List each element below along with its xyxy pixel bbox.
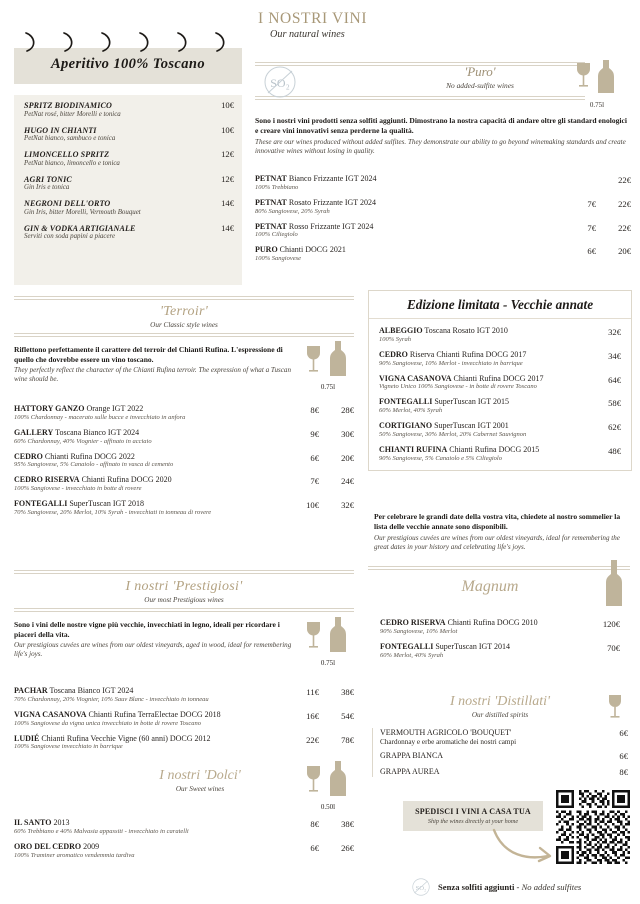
table-row [379,326,621,344]
wine-name-rest: SuperTuscan IGT 2015 [432,397,510,407]
page-subtitle: Our natural wines [270,29,345,40]
wine-name: GALLERY [14,427,54,437]
table-row [379,421,621,439]
edizione-note [374,512,626,552]
wine-name-rest: Chianti DOCG 2021 [277,245,346,255]
wine-glass-icon [307,766,320,792]
wine-grapes: 80% Sangiovese, 20% Syrah [255,207,330,215]
aperitivo-desc: Gin Iris e tonica [24,184,70,191]
wine-name-rest: Toscana Bianco IGT 2024 [47,686,134,695]
bottle-size-label: 0.75l [320,659,336,667]
wine-grapes: 70% Sangiovese, 20% Merlot, 10% Syrah - invecchiati in tonneau di rovere [14,508,212,516]
wine-bottle-icon [330,341,346,376]
prestigiosi-description [14,620,294,659]
wine-grapes: 50% Sangiovese, 30% Merlot, 20% Cabernet Sauvignon [379,430,527,438]
wine-name: FONTEGALLI [379,397,433,407]
wine-grapes: 70% Chardonnay, 20% Viognier, 10% Sauv Blanc - invecchiato in tonneau [14,695,209,703]
curved-arrow-icon [490,828,560,868]
footer-sep: - [514,882,522,892]
terroir-name: 'Terroir' [159,304,209,319]
table-row [255,245,631,263]
footer-text-it: Senza solfiti aggiunti [438,882,515,892]
bottle-price: 26€ [341,842,354,853]
wine-name-rest: Chianti Rufina DOCG 2022 [42,451,135,461]
glass-bottle-icons [302,760,354,800]
spirit-price: 8€ [619,766,628,777]
wine-name: CEDRO [14,451,43,461]
wine-name: FONTEGALLI [14,499,68,509]
aperitivo-name: AGRI TONIC [24,174,72,184]
glass-bottle-icons [302,340,354,380]
table-row [14,428,354,446]
glass-price: 6€ [587,246,596,257]
distillati-list [372,728,628,777]
wine-glass-icon [307,346,320,372]
terroir-subtitle: Our Classic style wines [150,321,218,329]
spirit-glass-icon [605,694,625,720]
crescent-moon-icon [212,31,230,53]
bottle-size-label: 0.75l [589,101,605,109]
edizione-limitata-panel [368,290,632,471]
wine-grapes: 90% Sangiovese, 10% Merlot - invecchiato in barrique [379,359,523,367]
wine-grapes: 100% Sangiovese da vigna unica invecchiato in botte di rovere Toscano [14,719,202,727]
terroir-wine-list [14,404,354,523]
prestigiosi-section-header [14,570,354,612]
glass-bottle-icons [571,59,623,95]
glass-price: 7€ [310,476,319,487]
terroir-para-en: They perfectly reflect the character of the Chianti Rufina terroir. The expression of what a Tuscan wine should be. [14,365,292,384]
aperitivo-desc: PetNat rosé, bitter Morelli e tonica [24,110,121,118]
distillati-name: I nostri 'Distillati' [449,694,551,709]
bottle-price: 70€ [607,642,620,653]
puro-section [255,60,627,109]
spirit-name: VERMOUTH AGRICOLO 'BOUQUET' [380,728,512,737]
wine-grapes: 90% Sangiovese, 5% Canaiolo e 5% Ciliegiolo [379,454,502,462]
list-item [24,174,234,192]
wine-name-rest: 2009 [81,841,100,851]
footer-note [410,876,581,898]
edizione-note-en: Our prestigious cuvées are wines from our oldest vineyards, ideal for remembering the great dates in your history and celebrating life's joys. [374,533,620,552]
crescent-moon-icon [98,31,116,53]
terroir-description [14,345,294,384]
ship-subtitle: Ship the wines directly at your home [427,818,519,825]
table-row [14,710,354,728]
puro-name: 'Puro' [464,64,496,79]
glass-price: 11€ [306,687,319,697]
glass-price: 16€ [306,710,319,721]
bottle-price: 54€ [341,710,354,721]
puro-description [255,116,631,156]
wine-name: IL SANTO [14,818,52,827]
wine-name-rest: SuperTuscan IGT 2014 [433,641,511,651]
bottle-price: 22€ [618,198,631,209]
spirit-price: 6€ [619,751,628,761]
spirit-desc: Chardonnay e erbe aromatiche dei nostri campi [380,737,517,746]
wine-name-rest: Orange IGT 2022 [84,404,144,413]
magnum-title [395,578,585,596]
puro-subtitle: No added-sulfite wines [446,81,514,90]
page-title: I NOSTRI VINI [258,10,368,27]
ship-wines-banner[interactable] [403,801,543,831]
list-item [380,751,628,761]
spirit-name: GRAPPA AUREA [380,766,440,776]
aperitivo-name: NEGRONI DELL'ORTO [24,199,111,208]
table-row [14,818,354,836]
bottle-price: 58€ [608,398,621,409]
bottle-price: 62€ [608,422,621,433]
crescent-moon-icon [22,31,40,53]
aperitivo-price: 10€ [221,124,234,135]
wine-grapes: Vigneto Unico 100% Sangiovese - in botte di rovere Toscano [379,383,537,391]
terroir-section-header [14,296,354,337]
dolci-name: I nostri 'Dolci' [159,768,241,783]
glass-price [574,175,596,185]
wine-name: PACHAR [14,686,48,695]
dolci-wine-list [14,818,354,866]
bottle-price: 32€ [608,327,621,337]
bottle-price: 24€ [341,476,354,487]
wine-name-rest: Chianti Rufina DOCG 2017 [451,373,544,383]
wine-name: PETNAT [255,197,287,207]
table-row [14,404,354,422]
list-item [24,223,234,241]
bottle-price: 34€ [608,350,621,361]
table-row [14,842,354,860]
bottle-price: 22€ [618,175,631,185]
wine-glass-icon [577,63,590,87]
wine-name-rest: 2013 [51,818,70,827]
aperitivo-price: 14€ [221,198,234,208]
bottle-size-label: 0.75l [320,383,336,391]
table-row [14,499,354,517]
qr-code-icon[interactable] [556,790,630,864]
bottle-price: 78€ [341,734,354,745]
footer-text-en: No added sulfites [521,882,582,892]
aperitivo-desc: PetNat bianco, limoncello e tonica [24,159,120,167]
wine-name-rest: Chianti Rufina DOCG 2010 [445,618,538,627]
spirit-name: GRAPPA BIANCA [380,751,444,760]
wine-name: VIGNA CASANOVA [14,709,87,719]
prestigiosi-wine-list [14,686,354,757]
bottle-price: 120€ [602,619,620,629]
glass-bottle-icons [302,616,354,656]
aperitivo-title: Aperitivo 100% Toscano [50,56,206,72]
ship-title: SPEDISCI I VINI A CASA TUA [415,807,531,816]
edizione-note-it: Per celebrare le grandi date della vostra vita, chiedete al nostro sommelier la lista delle vecchie annate sono disponibili. [374,512,621,531]
svg-text:SO₂: SO₂ [270,76,290,90]
aperitivo-price: 12€ [221,149,234,159]
wine-name: CORTIGIANO [379,421,433,431]
wine-grapes: 60% Chardonnay, 40% Viognier - affinato in acciaio [14,437,152,445]
wine-grapes: 100% Ciliegiolo [255,231,298,239]
wine-name: CEDRO RISERVA [380,618,446,627]
aperitivo-price: 12€ [221,173,234,184]
wine-name-rest: Chianti Rufina DOCG 2015 [447,445,540,455]
svg-text:SO₂: SO₂ [415,884,427,892]
glass-price: 7€ [587,222,596,233]
wine-grapes: 100% Chardonnay - macerato sulle bucce e invecchiato in anfora [14,413,186,421]
magnum-bottle-icon [603,560,625,606]
bottle-price: 64€ [608,374,621,385]
bottle-price: 48€ [608,446,621,457]
table-row [255,174,631,192]
wine-name: HATTORY GANZO [14,404,85,413]
glass-price: 8€ [310,405,319,415]
table-row [14,686,354,704]
wine-name-rest: Bianco Frizzante IGT 2024 [286,174,377,183]
glass-price: 8€ [310,819,319,829]
list-item [24,198,234,216]
table-row [379,397,621,415]
crescent-moon-icon [174,31,192,53]
prestigiosi-para-it: Sono i vini delle nostre vigne più vecchie, invecchiati in legno, ideali per ricordare i piaceri della vita. [14,620,280,639]
wine-grapes: 100% Sangiovese [255,255,302,263]
wine-name: PURO [255,245,278,255]
wine-name: CEDRO RISERVA [14,475,80,485]
aperitivo-name: GIN & VODKA ARTIGIANALE [24,223,136,233]
table-row [379,350,621,368]
list-item [24,100,234,118]
glass-price: 6€ [310,452,319,463]
wine-name: LUDIÉ [14,733,40,743]
page-title-block [258,10,367,40]
distillati-subtitle: Our distilled spirits [471,711,529,719]
dolci-icons [300,760,356,811]
glass-price: 7€ [587,198,596,209]
aperitivo-list [24,100,234,247]
wine-grapes: 100% Trebbiano [255,183,299,191]
wine-grapes: 60% Merlot, 40% Syrah [380,651,444,659]
list-item [24,125,234,143]
wine-grapes: 100% Traminer aromatico vendemmia tardiva [14,851,135,859]
bottle-price: 20€ [618,246,631,257]
wine-grapes: 100% Sangiovese invecchiato in barrique [14,743,123,751]
wine-name: VIGNA CASANOVA [379,373,452,383]
table-row [14,452,354,470]
aperitivo-desc: PetNat bianco, sambuco e tonica [24,135,116,142]
glass-price: 6€ [310,842,319,853]
prestigiosi-name: I nostri 'Prestigiosi' [125,579,243,594]
wine-grapes: 60% Trebbiano e 40% Malvasia appassiti - invecchiato in caratelli [14,827,189,835]
edizione-title: Edizione limitata - Vecchie annate [369,291,631,319]
wine-name: CHIANTI RUFINA [379,445,448,455]
wine-name-rest: Rosato Frizzante IGT 2024 [286,197,377,207]
wine-name-rest: Toscana Rosato IGT 2010 [422,326,508,335]
prestigiosi-icons [300,616,356,667]
wine-bottle-icon [330,761,346,796]
distillati-section-header [400,694,600,719]
table-row [255,198,631,216]
list-item [24,149,234,167]
no-sulfite-icon [410,876,432,898]
wine-name-rest: Rosso Frizzante IGT 2024 [286,221,374,231]
bottle-size-label: 0.50l [320,803,336,811]
puro-para-it: Sono i nostri vini prodotti senza solfiti aggiunti. Dimostrano la nostra capacità di andare oltre gli standard enologici e creare vini innovativi senza perderne la qualità. [255,116,627,135]
dolci-section-header [100,768,300,793]
list-item [380,767,628,777]
wine-grapes: 100% Syrah [379,335,411,343]
wine-name: ALBEGGIO [379,326,423,335]
crescent-moon-icon [136,31,154,53]
wine-name: PETNAT [255,221,287,231]
table-row [379,374,621,392]
bottle-price: 22€ [618,222,631,233]
table-row [14,734,354,752]
glass-price: 22€ [306,734,319,745]
list-item [380,728,628,746]
magnum-section-header [368,566,630,570]
wine-name-rest: SuperTuscan IGT 2001 [432,421,509,431]
wine-name: FONTEGALLI [380,641,434,651]
wine-name-rest: SuperTuscan IGT 2018 [67,499,145,509]
no-sulfite-icon [260,62,300,102]
aperitivo-desc: Serviti con soda papini a piacere [24,233,116,240]
aperitivo-price: 10€ [221,100,234,110]
prestigiosi-para-en: Our prestigious cuvées are wines from our oldest vineyards, aged in wood, ideal for remembering life's joys. [14,640,292,659]
wine-name-rest: Chianti Rufina TerraElectae DOCG 2018 [86,709,221,719]
prestigiosi-subtitle: Our most Prestigious wines [144,596,224,604]
magnum-name: Magnum [461,578,519,595]
dolci-subtitle: Our Sweet wines [175,785,225,793]
bottle-price: 38€ [341,687,354,697]
aperitivo-price: 14€ [221,222,234,233]
bottle-price: 38€ [341,819,354,829]
terroir-icons [300,340,356,391]
wine-name-rest: Toscana Bianco IGT 2024 [53,427,140,437]
wine-name-rest: Riserva Chianti Rufina DOCG 2017 [407,349,527,359]
bottle-price: 30€ [341,428,354,439]
glass-price: 9€ [310,428,319,439]
wine-glass-icon [307,622,320,648]
magnum-wine-list [380,618,620,660]
aperitivo-name: LIMONCELLO SPRITZ [24,150,110,159]
wine-grapes: 90% Sangiovese, 10% Merlot [380,627,458,635]
wine-bottle-icon [330,617,346,652]
bottle-price: 32€ [341,500,354,511]
aperitivo-desc: Gin Iris, bitter Morelli, Vermouth Bouquet [24,208,141,216]
table-row [14,475,354,493]
wine-name: ORO DEL CEDRO [14,841,82,851]
crescent-moon-icon [60,31,78,53]
wine-grapes: 95% Sangiovese, 5% Canaiolo - affinato in vasca di cemento [14,461,174,469]
wine-grapes: 100% Sangiovese - invecchiato in botte di rovere [14,485,142,493]
puro-wine-list [255,174,631,269]
wine-bottle-icon [598,60,614,93]
glass-price: 10€ [306,500,319,511]
table-row [255,222,631,240]
wine-name: PETNAT [255,174,287,183]
edizione-wine-list [369,319,631,470]
wine-name-rest: Chianti Rufina Vecchie Vigne (60 anni) DOCG 2012 [39,733,211,743]
bottle-price: 28€ [341,405,354,415]
wine-grapes: 60% Merlot, 40% Syrah [379,407,443,415]
aperitivo-name: HUGO IN CHIANTI [24,125,97,135]
table-row [379,445,621,463]
spirit-price: 6€ [619,728,628,738]
wine-name: CEDRO [379,349,408,359]
crescent-moon-row [22,28,230,56]
table-row [380,618,620,636]
puro-para-en: These are our wines produced without added sulfites. They demonstrate our ability to go beyond winemaking standards and create innovative wines without losing in quality. [255,137,626,156]
wine-name-rest: Chianti Rufina DOCG 2020 [79,475,172,485]
terroir-para-it: Riflettono perfettamente il carattere del terroir del Chianti Rufina. L'espressione di quello che dovrebbe essere un vino toscano. [14,345,283,364]
table-row [380,642,620,660]
aperitivo-name: SPRITZ BIODINAMICO [24,101,112,110]
bottle-price: 20€ [341,452,354,463]
